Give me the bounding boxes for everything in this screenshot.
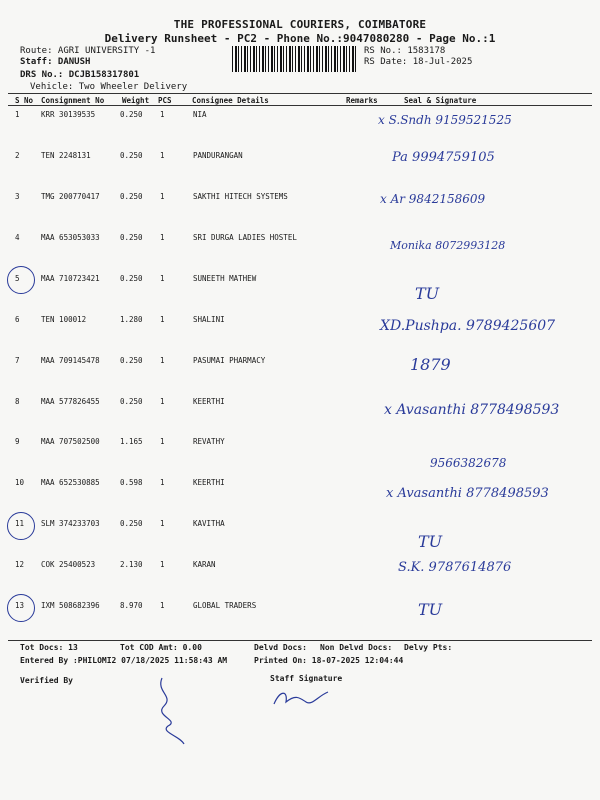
signature-row9: 9566382678 (430, 456, 507, 470)
row-weight: 0.250 (120, 110, 143, 119)
signature-row3: x Ar 9842158609 (380, 192, 486, 206)
staff-signature-scribble (270, 684, 340, 714)
signature-row12: S.K. 9787614876 (398, 560, 512, 575)
signature-row10: x Avasanthi 8778498593 (386, 486, 549, 501)
row-pcs: 1 (160, 110, 165, 119)
signature-row13: TU (418, 600, 443, 619)
row-weight: 2.130 (120, 560, 143, 569)
row-consignment: IXM 508682396 (41, 601, 100, 610)
row-consignment: MAA 653053033 (41, 233, 100, 242)
col-weight: Weight (122, 96, 150, 105)
rs-date: RS Date: 18-Jul-2025 (364, 57, 473, 67)
table-row (0, 274, 600, 314)
row-weight: 0.250 (120, 397, 143, 406)
row-consignment: TMG 200770417 (41, 192, 100, 201)
row-sno: 4 (15, 233, 20, 242)
row-consignee: SHALINI (193, 315, 225, 324)
row-consignee: SRI DURGA LADIES HOSTEL (193, 233, 297, 242)
row-consignment: TEN 100012 (41, 315, 87, 324)
row-pcs: 1 (160, 356, 165, 365)
table-row (0, 519, 600, 559)
row-weight: 0.250 (120, 356, 143, 365)
header-divider-top (8, 93, 592, 94)
col-consignment: Consignment No (41, 96, 105, 105)
row-consignment: SLM 374233703 (41, 519, 100, 528)
row-sno: 11 (15, 519, 25, 528)
col-consignee: Consignee Details (192, 96, 269, 105)
row-sno: 2 (15, 151, 20, 160)
row-sno: 6 (15, 315, 20, 324)
row-consignee: SUNEETH MATHEW (193, 274, 257, 283)
company-title: THE PROFESSIONAL COURIERS, COIMBATORE (173, 18, 427, 31)
row-sno: 13 (15, 601, 25, 610)
row-weight: 0.250 (120, 151, 143, 160)
row-weight: 0.250 (120, 192, 143, 201)
verified-by-label: Verified By (20, 676, 73, 685)
row-weight: 1.165 (120, 437, 143, 446)
signature-row5: TU (415, 284, 440, 303)
drs-label: DRS No.: DCJB158317801 (20, 70, 140, 80)
row-consignment: MAA 710723421 (41, 274, 100, 283)
col-remarks: Remarks (346, 96, 378, 105)
route-label: Route: AGRI UNIVERSITY -1 (20, 46, 156, 56)
row-pcs: 1 (160, 560, 165, 569)
row-consignment: MAA 577826455 (41, 397, 100, 406)
row-pcs: 1 (160, 601, 165, 610)
row-consignment: MAA 709145478 (41, 356, 100, 365)
signature-row6: XD.Pushpa. 9789425607 (380, 318, 556, 334)
footer-divider (8, 640, 592, 641)
row-sno: 5 (15, 274, 20, 283)
entered-by: Entered By :PHILOMI2 07/18/2025 11:58:43 AM (20, 656, 228, 665)
table-row (0, 192, 600, 232)
printed-on: Printed On: 18-07-2025 12:04:44 (254, 656, 404, 665)
row-consignee: KEERTHI (193, 478, 225, 487)
row-consignment: KRR 30139535 (41, 110, 96, 119)
col-seal-signature: Seal & Signature (404, 96, 477, 105)
total-cod: Tot COD Amt: 0.00 (120, 643, 202, 652)
signature-row8: x Avasanthi 8778498593 (384, 402, 560, 418)
row-pcs: 1 (160, 519, 165, 528)
delivery-points: Delvy Pts: (404, 643, 453, 652)
row-consignment: TEN 2248131 (41, 151, 91, 160)
row-consignee: KEERTHI (193, 397, 225, 406)
non-delivered-docs: Non Delvd Docs: (320, 643, 393, 652)
signature-row2: Pa 9994759105 (392, 150, 495, 165)
col-pcs: PCS (158, 96, 172, 105)
staff-label: Staff: DANUSH (20, 57, 91, 67)
row-pcs: 1 (160, 233, 165, 242)
row-weight: 0.250 (120, 274, 143, 283)
signature-row4: Monika 8072993128 (390, 239, 506, 252)
row-consignee: SAKTHI HITECH SYSTEMS (193, 192, 288, 201)
row-sno: 3 (15, 192, 20, 201)
row-weight: 8.970 (120, 601, 143, 610)
total-docs: Tot Docs: 13 (20, 643, 78, 652)
row-sno: 9 (15, 437, 20, 446)
row-sno: 12 (15, 560, 25, 569)
row-pcs: 1 (160, 397, 165, 406)
row-consignee: GLOBAL TRADERS (193, 601, 257, 610)
col-sno: S No (15, 96, 34, 105)
row-pcs: 1 (160, 437, 165, 446)
row-pcs: 1 (160, 478, 165, 487)
vehicle-label: Vehicle: Two Wheeler Delivery (30, 82, 188, 92)
row-consignee: KARAN (193, 560, 216, 569)
row-weight: 0.250 (120, 233, 143, 242)
row-sno: 1 (15, 110, 20, 119)
row-pcs: 1 (160, 151, 165, 160)
row-consignee: PANDURANGAN (193, 151, 243, 160)
table-row (0, 356, 600, 396)
ink-circle-row11 (7, 512, 35, 540)
row-consignment: MAA 652530885 (41, 478, 100, 487)
row-weight: 0.250 (120, 519, 143, 528)
signature-row1: x S.Sndh 9159521525 (378, 113, 512, 127)
row-consignee: NIA (193, 110, 207, 119)
signature-row11: TU (418, 532, 443, 551)
row-weight: 0.598 (120, 478, 143, 487)
header-divider-bottom (8, 105, 592, 106)
row-pcs: 1 (160, 315, 165, 324)
row-consignment: COK 25400523 (41, 560, 96, 569)
runsheet-subtitle: Delivery Runsheet - PC2 - Phone No.:9047080280 - Page No.:1 (104, 32, 496, 45)
barcode (232, 46, 356, 72)
rs-number: RS No.: 1583178 (364, 46, 446, 56)
row-sno: 10 (15, 478, 25, 487)
row-consignee: PASUMAI PHARMACY (193, 356, 266, 365)
delivered-docs: Delvd Docs: (254, 643, 307, 652)
row-pcs: 1 (160, 192, 165, 201)
signature-row7: 1879 (410, 355, 451, 374)
verifier-signature-scribble (150, 670, 200, 750)
row-sno: 8 (15, 397, 20, 406)
row-weight: 1.280 (120, 315, 143, 324)
row-consignment: MAA 707502500 (41, 437, 100, 446)
row-consignee: KAVITHA (193, 519, 225, 528)
row-consignee: REVATHY (193, 437, 225, 446)
table-row (0, 437, 600, 477)
row-pcs: 1 (160, 274, 165, 283)
staff-signature-label: Staff Signature (270, 674, 343, 683)
ink-circle-row5 (7, 266, 35, 294)
row-sno: 7 (15, 356, 20, 365)
table-row (0, 601, 600, 641)
ink-circle-row13 (7, 594, 35, 622)
